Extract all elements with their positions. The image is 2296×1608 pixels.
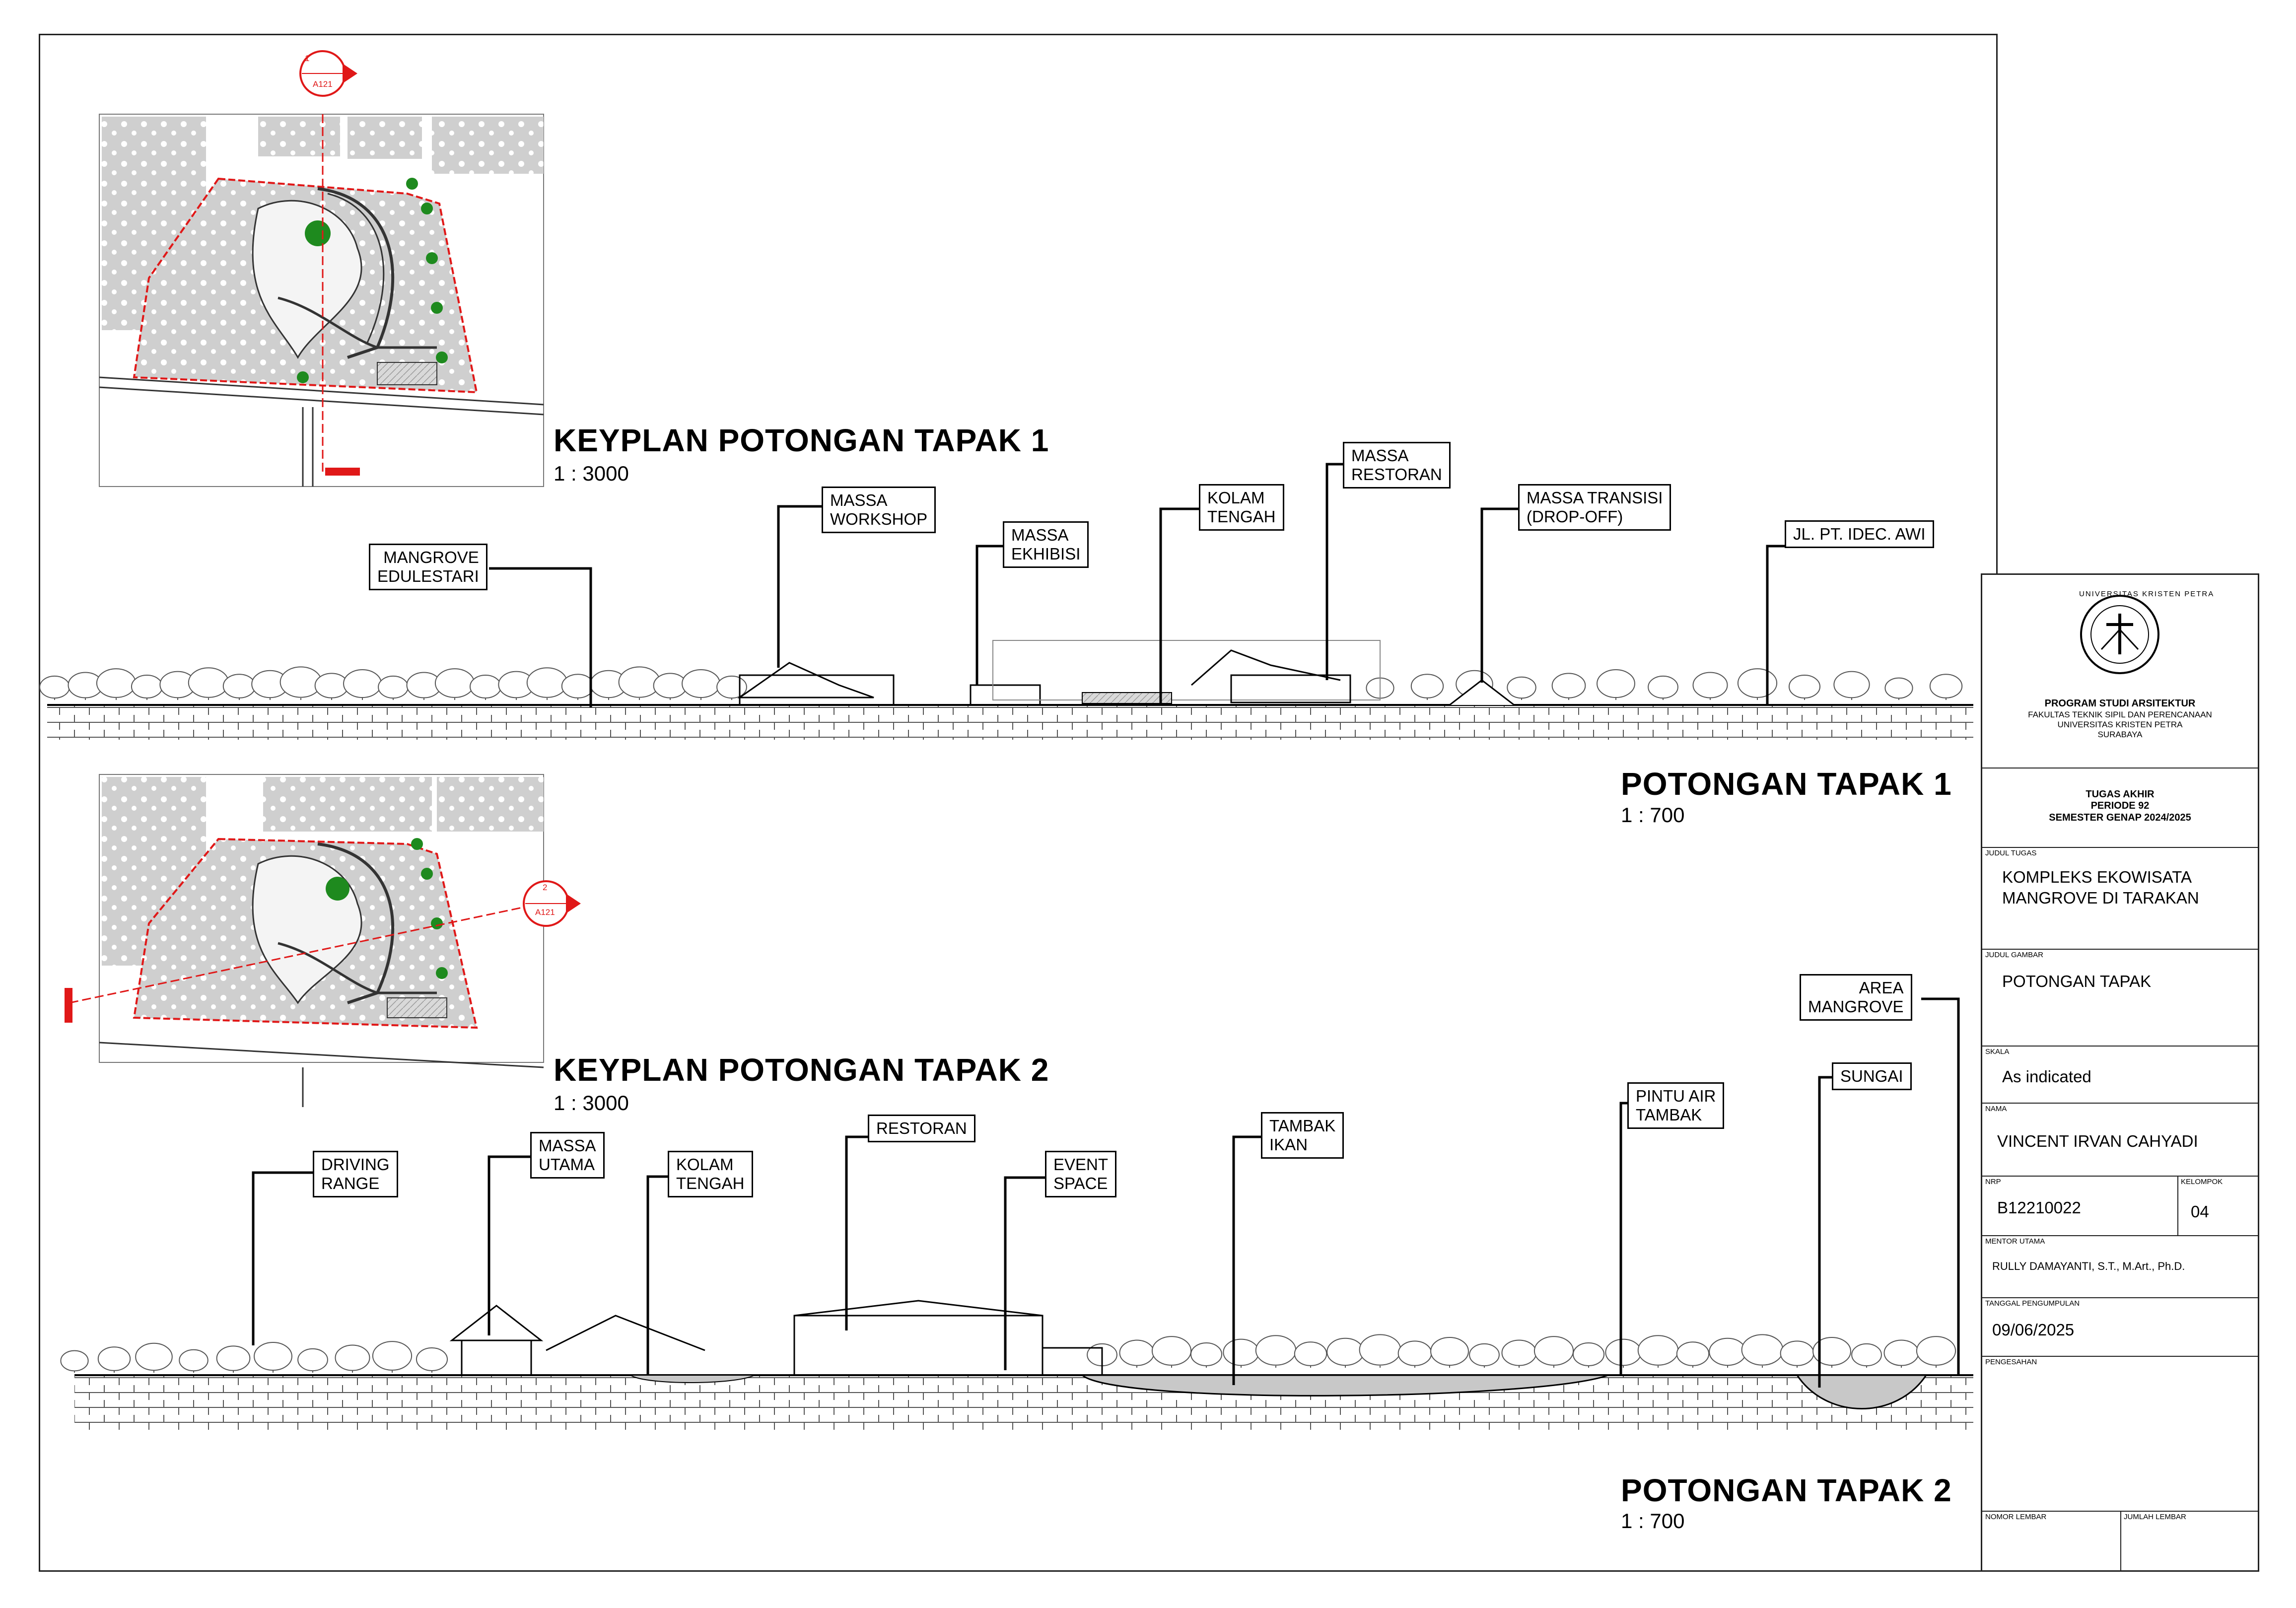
- tree-canopy: [1360, 1334, 1401, 1365]
- tree-canopy: [1431, 1337, 1468, 1365]
- tb-nrp-label: NRP: [1985, 1178, 2001, 1186]
- section-2-elevation: [61, 1301, 1973, 1430]
- tb-city: SURABAYA: [2097, 730, 2143, 739]
- tree-canopy: [1191, 1343, 1222, 1366]
- keyplan-2-map: [65, 774, 581, 1107]
- tree-canopy: [654, 673, 687, 698]
- tree-canopy: [1884, 1340, 1919, 1366]
- tb-judul-tugas: KOMPLEKS EKOWISATA MANGROVE DI TARAKAN: [2002, 868, 2199, 907]
- tree-canopy: [417, 1348, 447, 1371]
- tree-canopy: [1256, 1335, 1296, 1365]
- tree-canopy: [217, 1346, 250, 1370]
- tree-canopy: [97, 669, 136, 698]
- tree-canopy: [527, 668, 567, 698]
- tree-canopy: [1597, 670, 1635, 698]
- tree-canopy: [1709, 1338, 1746, 1365]
- label-massa-transisi: MASSA TRANSISI (DROP-OFF): [1518, 484, 1671, 531]
- section-1-scale: 1 : 700: [1621, 803, 1685, 827]
- tb-jumlah-lembar-label: JUMLAH LEMBAR: [2124, 1513, 2186, 1521]
- tree-canopy: [344, 670, 381, 698]
- tree-canopy: [717, 676, 747, 698]
- keyplan-2-marker-number: 2: [543, 883, 548, 892]
- tree-canopy: [435, 669, 474, 698]
- keyplan-2-marker-ref: A121: [535, 908, 555, 917]
- tree-canopy: [378, 676, 408, 698]
- tree-canopy: [298, 1349, 328, 1371]
- tree-canopy: [1693, 673, 1728, 698]
- tree-canopy: [1223, 1339, 1258, 1366]
- tree-canopy: [1573, 1343, 1604, 1366]
- label-mangrove-edulestari: MANGROVE EDULESTARI: [369, 544, 487, 590]
- label-area-mangrove: AREA MANGROVE: [1800, 974, 1912, 1021]
- keyplan-2-title: KEYPLAN POTONGAN TAPAK 2: [554, 1052, 1049, 1088]
- label-massa-ekhibisi: MASSA EKHIBISI: [1003, 521, 1089, 568]
- tree-canopy: [136, 1343, 172, 1370]
- tree-canopy: [40, 676, 70, 698]
- label-kolam-tengah-1: KOLAM TENGAH: [1199, 484, 1284, 531]
- tree-canopy: [1327, 1338, 1364, 1365]
- tree-canopy: [562, 674, 594, 698]
- section-1-title: POTONGAN TAPAK 1: [1621, 766, 1952, 802]
- label-massa-workshop: MASSA WORKSHOP: [822, 487, 936, 533]
- keyplan-1-marker-number: 1: [305, 54, 310, 63]
- tb-semester: SEMESTER GENAP 2024/2025: [2049, 812, 2191, 823]
- label-event-space: EVENT SPACE: [1045, 1151, 1116, 1197]
- label-massa-restoran: MASSA RESTORAN: [1343, 442, 1451, 489]
- tb-nrp: B12210022: [1997, 1198, 2081, 1217]
- tree-canopy: [189, 668, 229, 698]
- section-2-title: POTONGAN TAPAK 2: [1621, 1472, 1952, 1508]
- tree-canopy: [1930, 674, 1962, 698]
- seal-lettering: UNIVERSITAS KRISTEN PETRA: [2079, 590, 2215, 598]
- tree-canopy: [1502, 1340, 1536, 1366]
- tb-skala-label: SKALA: [1985, 1048, 2010, 1056]
- tree-canopy: [1917, 1336, 1955, 1365]
- tb-nama-label: NAMA: [1985, 1105, 2007, 1113]
- title-block: [1981, 573, 2259, 1572]
- tree-canopy: [1648, 676, 1678, 698]
- tb-tanggal-label: TANGGAL PENGUMPULAN: [1985, 1299, 2080, 1308]
- label-sungai: SUNGAI: [1832, 1062, 1912, 1090]
- tb-judul-gambar-label: JUDUL GAMBAR: [1985, 951, 2043, 959]
- tb-skala: As indicated: [2002, 1067, 2091, 1086]
- tree-canopy: [223, 674, 255, 698]
- tb-mentor-label: MENTOR UTAMA: [1985, 1237, 2045, 1246]
- label-massa-utama: MASSA UTAMA: [530, 1132, 605, 1179]
- tree-canopy: [1885, 678, 1912, 699]
- tb-judul-tugas-label: JUDUL TUGAS: [1985, 849, 2037, 857]
- label-kolam-tengah-2: KOLAM TENGAH: [668, 1151, 753, 1197]
- section-2-scale: 1 : 700: [1621, 1509, 1685, 1533]
- tree-canopy: [373, 1341, 412, 1370]
- tree-canopy: [254, 1342, 292, 1370]
- tree-canopy: [1834, 672, 1869, 698]
- tb-mentor: RULLY DAMAYANTI, S.T., M.Art., Ph.D.: [1992, 1260, 2185, 1272]
- label-pintu-air-tambak: PINTU AIR TAMBAK: [1627, 1082, 1724, 1129]
- tree-canopy: [61, 1351, 88, 1371]
- section-1-elevation: [40, 640, 1973, 740]
- tree-canopy: [1638, 1335, 1678, 1365]
- keyplan-1-scale: 1 : 3000: [554, 462, 629, 485]
- tree-canopy: [1738, 669, 1777, 698]
- tree-canopy: [1605, 1339, 1641, 1366]
- tree-canopy: [1507, 677, 1536, 699]
- tree-canopy: [1534, 1336, 1573, 1365]
- tree-canopy: [1295, 1342, 1326, 1366]
- tb-pengesahan-label: PENGESAHAN: [1985, 1358, 2037, 1366]
- tb-nomor-lembar-label: NOMOR LEMBAR: [1985, 1513, 2047, 1521]
- tb-program: PROGRAM STUDI ARSITEKTUR: [2044, 698, 2196, 709]
- tree-canopy: [1411, 674, 1443, 698]
- label-tambak-ikan: TAMBAK IKAN: [1261, 1112, 1344, 1159]
- tree-canopy: [1852, 1344, 1881, 1366]
- tb-period: PERIODE 92: [2090, 800, 2150, 811]
- tree-canopy: [132, 675, 162, 698]
- tree-canopy: [682, 670, 720, 698]
- tree-canopy: [98, 1347, 130, 1371]
- tree-canopy: [315, 673, 348, 698]
- tb-kelompok-label: KELOMPOK: [2181, 1178, 2223, 1186]
- tb-nama: VINCENT IRVAN CAHYADI: [1997, 1132, 2198, 1150]
- keyplan-2-scale: 1 : 3000: [554, 1091, 629, 1115]
- tree-canopy: [1677, 1342, 1709, 1366]
- label-restoran: RESTORAN: [868, 1115, 975, 1142]
- tb-assignment: TUGAS AKHIR: [2086, 789, 2155, 800]
- tree-canopy: [1552, 673, 1586, 698]
- tree-canopy: [1120, 1340, 1154, 1366]
- tree-canopy: [1781, 1341, 1814, 1365]
- tb-university-name: UNIVERSITAS KRISTEN PETRA: [2057, 720, 2183, 729]
- tb-faculty: FAKULTAS TEKNIK SIPIL DAN PERENCANAAN: [2028, 710, 2212, 719]
- label-jl-pt-idec-awi: JL. PT. IDEC. AWI: [1785, 520, 1934, 548]
- tb-judul-gambar: POTONGAN TAPAK: [2002, 972, 2152, 990]
- tree-canopy: [1398, 1341, 1432, 1365]
- tb-kelompok: 04: [2191, 1202, 2209, 1221]
- keyplan-1-marker-ref: A121: [313, 79, 333, 89]
- tree-canopy: [470, 675, 501, 698]
- tree-canopy: [1152, 1336, 1191, 1365]
- keyplan-1-map: [99, 51, 544, 487]
- tree-canopy: [1789, 675, 1820, 698]
- tree-canopy: [336, 1345, 370, 1371]
- tree-canopy: [1469, 1344, 1499, 1366]
- tb-tanggal: 09/06/2025: [1992, 1321, 2075, 1339]
- keyplan-1-title: KEYPLAN POTONGAN TAPAK 1: [554, 422, 1049, 458]
- tree-canopy: [1742, 1334, 1783, 1365]
- label-driving-range: DRIVING RANGE: [313, 1151, 398, 1197]
- tree-canopy: [179, 1350, 208, 1371]
